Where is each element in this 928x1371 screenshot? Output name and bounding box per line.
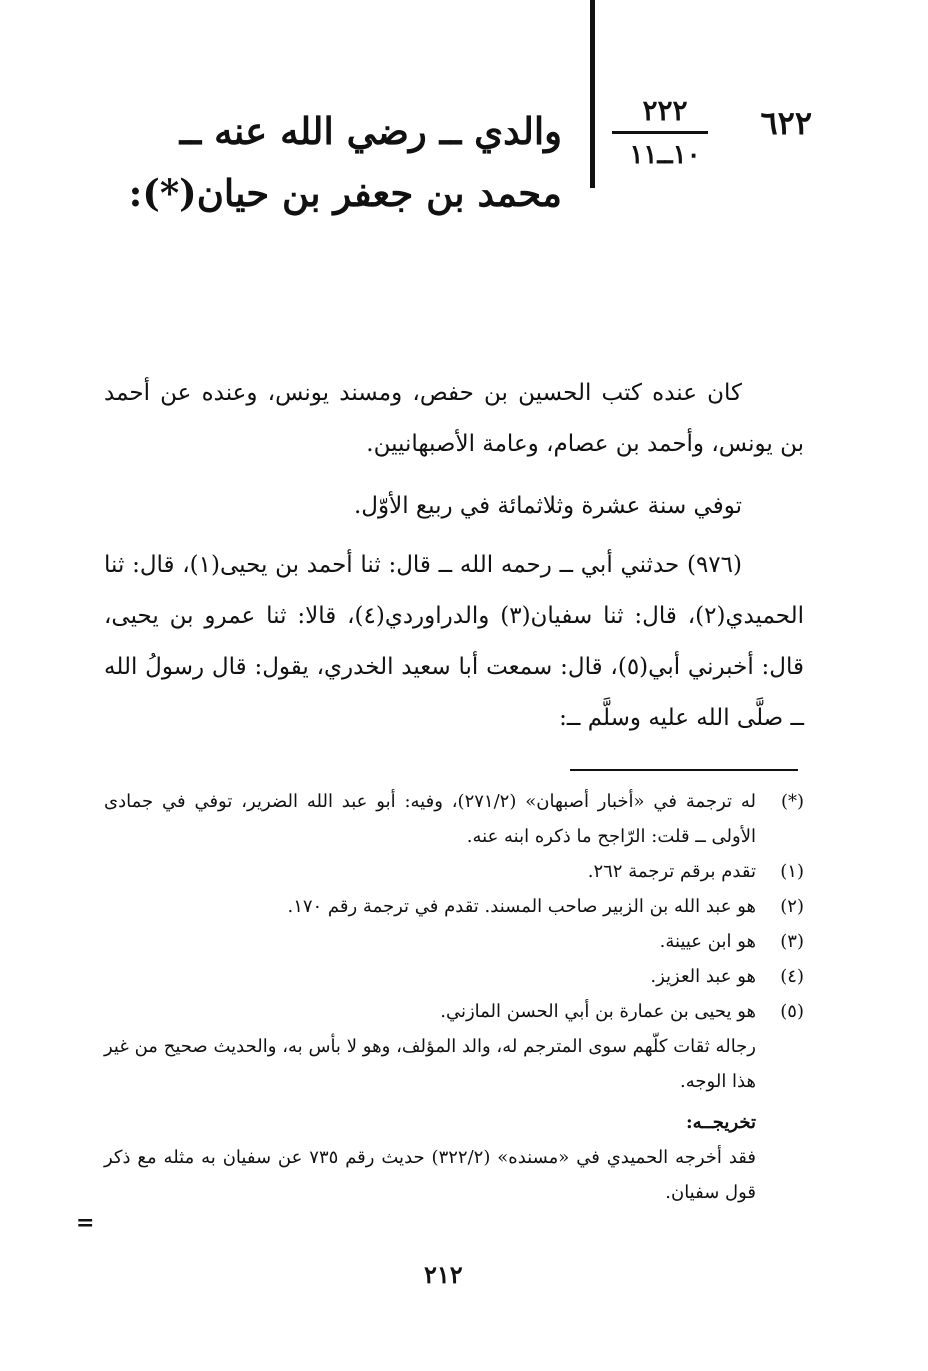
- footnote-text: هو يحيى بن عمارة بن أبي الحسن المازني.: [440, 1001, 756, 1022]
- footnote-item: [104, 854, 804, 889]
- takhrij-heading: تخريجــه:: [685, 1112, 756, 1133]
- footnote-item: [104, 924, 804, 959]
- footnote-mark: (٣): [780, 931, 804, 952]
- continuation-mark: =: [76, 1210, 95, 1236]
- footnote-mark: (١): [780, 861, 804, 882]
- rijal-note: رجاله ثقات كلّهم سوى المترجم له، والد المؤلف، وهو لا بأس به، والحديث صحيح من غير هذا الوجه.: [104, 1036, 756, 1092]
- footnote-mark: (*): [780, 791, 804, 812]
- reference-fraction-line: [612, 131, 708, 134]
- body-paragraph-2: توفي سنة عشرة وثلاثمائة في ربيع الأوّل.: [353, 493, 742, 519]
- page-number: ٢١٢: [424, 1260, 463, 1289]
- footnote-text: له ترجمة في «أخبار أصبهان» (٢٧١/٢)، وفيه: أبو عبد الله الضرير، توفي في جمادى الأولى ــ قلت: الرّاجح ما ذكره ابنه عنه.: [104, 791, 756, 847]
- hadith-paragraph: (٩٧٦) حدثني أبي ــ رحمه الله ــ قال: ثنا أحمد بن يحيى(١)، قال: ثنا الحميدي(٢)، قال: ثنا سفيان(٣) والدراوردي(٤)، قالا: ثنا عمرو بن يحيى، قال: أخبرني أبي(٥)، قال: سمعت أبا سعيد الخدري، يقول: قال رسولُ الله ــ صلَّى الله عليه وسلَّم ــ:: [104, 552, 804, 731]
- reference-fraction-top: ٢٢٢: [642, 94, 688, 127]
- footnote-item: [104, 994, 804, 1029]
- reference-fraction-bottom: ١٠ــ١١: [629, 140, 701, 170]
- footnote-mark: (٥): [780, 1001, 804, 1022]
- footnote-item: [104, 889, 804, 924]
- footnote-mark: (٤): [780, 966, 804, 987]
- footnote-item: [104, 959, 804, 994]
- footnote-text: تقدم برقم ترجمة ٢٦٢.: [587, 861, 756, 882]
- footnotes: [104, 784, 804, 1210]
- footnote-separator: [570, 769, 798, 771]
- footnote-mark: (٢): [780, 896, 804, 917]
- footnote-text: هو عبد العزيز.: [650, 966, 756, 987]
- footnote-text: هو عبد الله بن الزبير صاحب المسند. تقدم في ترجمة رقم ١٧٠.: [287, 896, 756, 917]
- header-vertical-rule: [590, 0, 595, 188]
- entry-number: ٦٢٢: [760, 104, 812, 142]
- footnote-item: [104, 784, 804, 854]
- body-paragraph-1: كان عنده كتب الحسين بن حفص، ومسند يونس، وعنده عن أحمد بن يونس، وأحمد بن عصام، وعامة الأصبهانيين.: [104, 380, 804, 457]
- entry-title: والدي ــ رضي الله عنه ــ محمد بن جعفر بن حيان(*):: [128, 109, 562, 215]
- footnote-text: هو ابن عيينة.: [659, 931, 756, 952]
- takhrij-text: فقد أخرجه الحميدي في «مسنده» (٣٢٢/٢) حديث رقم ٧٣٥ عن سفيان به مثله مع ذكر قول سفيان.: [104, 1147, 756, 1203]
